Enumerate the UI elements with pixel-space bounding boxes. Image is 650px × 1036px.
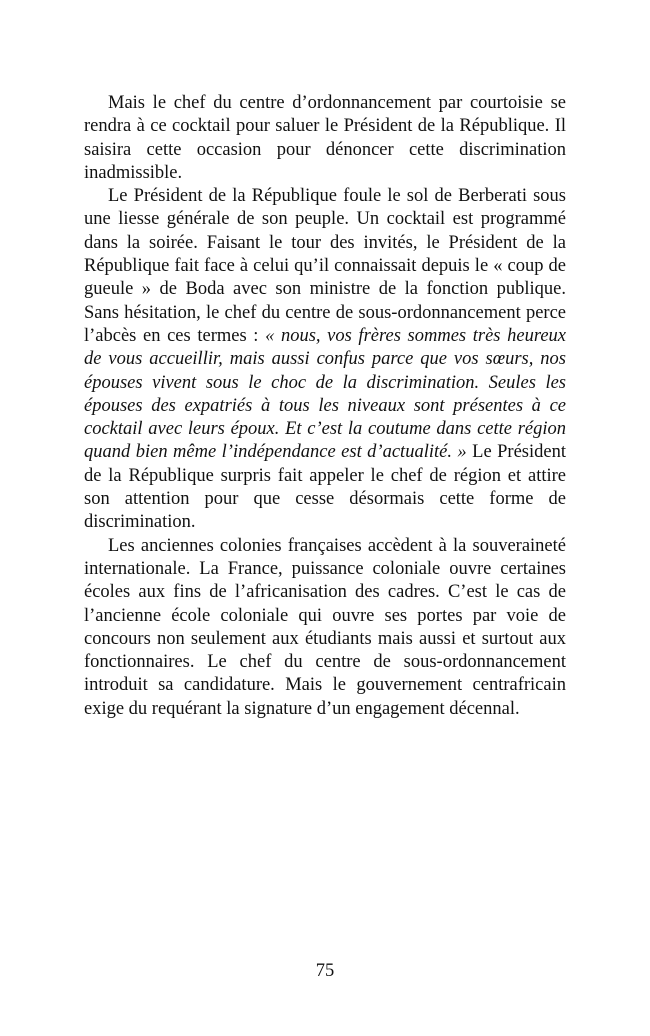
paragraph-1-text: Mais le chef du centre d’ordonnancement par courtoisie se rendra à ce cocktail pour saluer le Président de la République. Il saisira cette occasion pour dénoncer cette discrimination inadmissible.: [84, 93, 566, 183]
paragraph-2: [84, 185, 566, 534]
page-number: 75: [315, 961, 335, 981]
paragraph-2-quote: « nous, vos frères sommes très heureux de vous accueillir, mais aussi confus parce que vos sœurs, nos épouses vivent sous le choc de la discrimination. Seules les épouses des expatriés à tous les niveaux sont présentes à ce cocktail avec leurs époux. Et c’est la coutume dans cette région quand bien même l’indépendance est d’actualité. »: [84, 325, 567, 463]
paragraph-1: [84, 92, 566, 185]
paragraph-3-text: Les anciennes colonies françaises accèdent à la souveraineté internationale. La France, puissance coloniale ouvre certaines écoles aux fins de l’africanisation des cadres. C’est le cas de l’ancienne école coloniale qui ouvre ses portes par voie de concours non seulement aux étudiants mais aussi et surtout aux fonctionnaires. Le chef du centre de sous-ordonnancement introduit sa candidature. Mais le gouvernement centrafricain exige du requérant la signature d’un engagement décennal.: [84, 535, 566, 719]
paragraph-2-outro: Le Président de la République surpris fait appeler le chef de région et attire son attention pour que cesse désormais cette forme de discrimination.: [84, 442, 566, 533]
paragraph-2-intro: Le Président de la République foule le sol de Berberati sous une liesse générale de son peuple. Un cocktail est programmé dans la soirée. Faisant le tour des invités, le Président de la République fait face à celui qu’il connaissait depuis le « coup de gueule » de Boda avec son ministre de la fonction publique. Sans hésitation, le chef du centre de sous-ordonnancement perce l’abcès en ces termes :: [84, 186, 566, 346]
body-text: [84, 92, 566, 721]
paragraph-3: [84, 535, 566, 721]
